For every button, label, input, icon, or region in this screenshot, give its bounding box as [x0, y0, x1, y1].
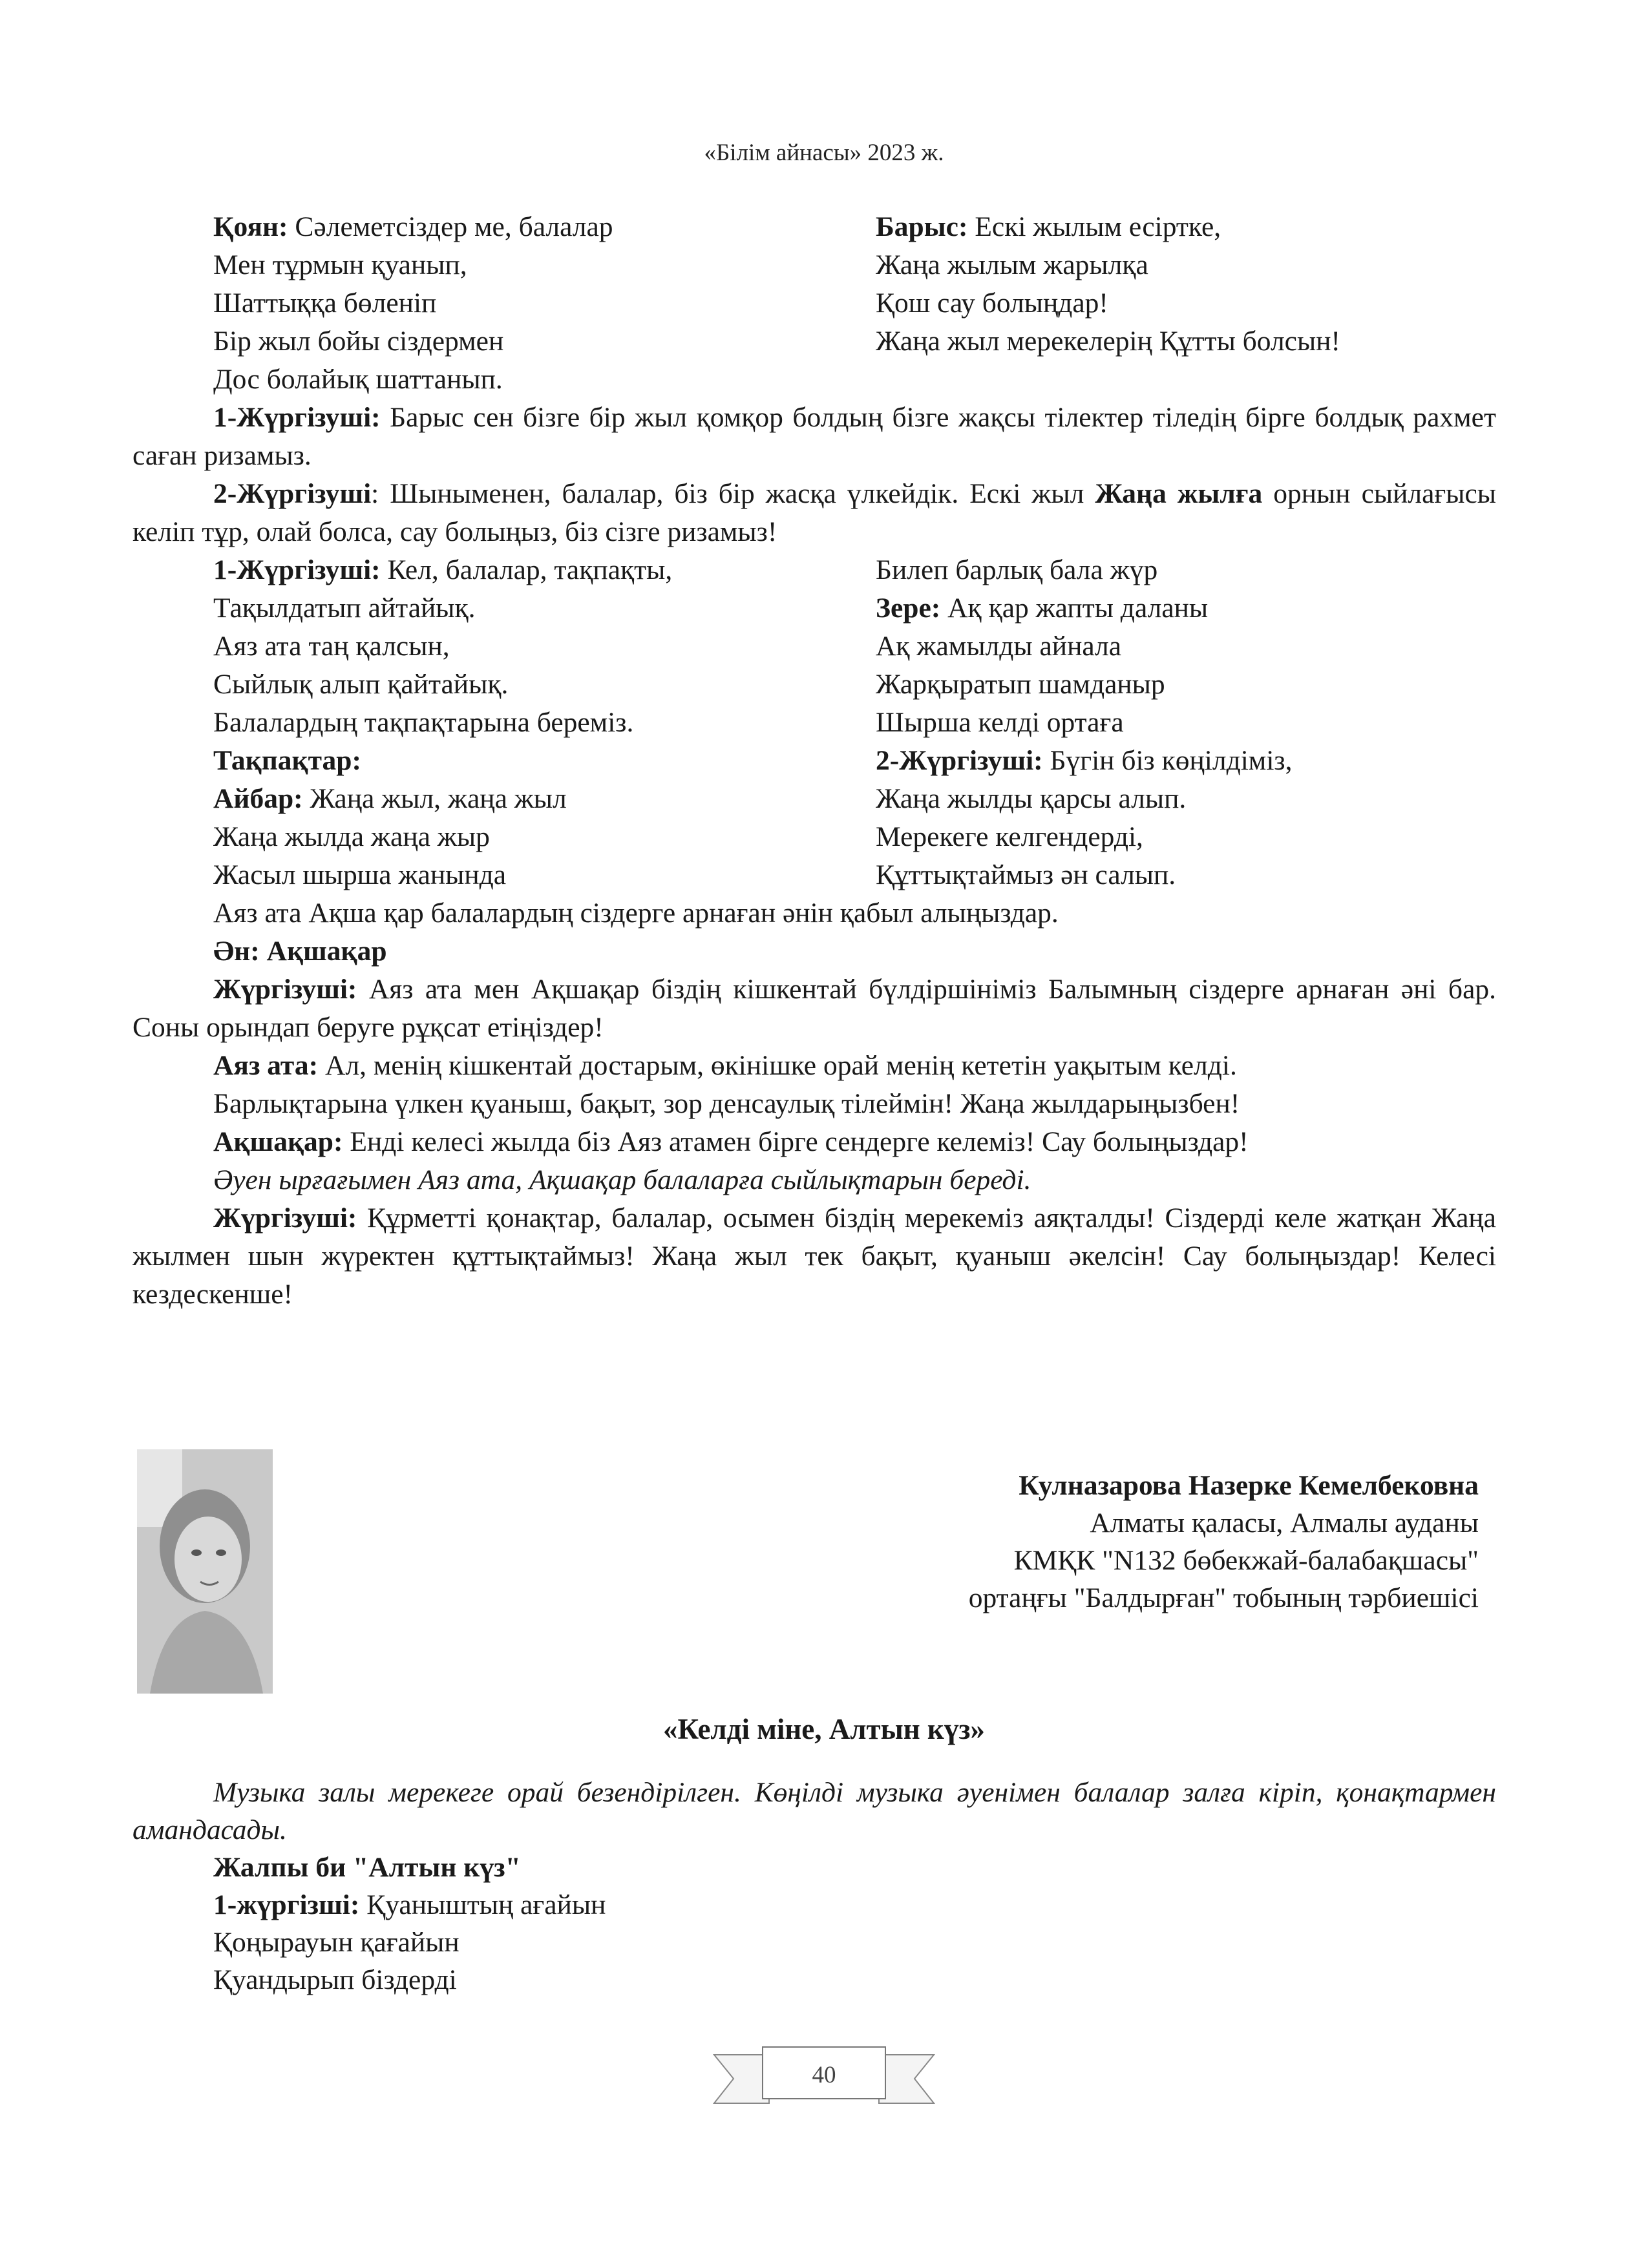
section-label: Тақпақтар:: [213, 745, 361, 776]
verse-line: Қош сау болыңдар!: [876, 288, 1108, 319]
paragraph-text: Енді келесі жылда біз Аяз атамен бірге сендерге келеміз! Сау болыңыздар!: [343, 1126, 1249, 1157]
verse-line: Билеп барлық бала жүр: [876, 554, 1158, 585]
author-name: [969, 1467, 1479, 1504]
verse-column-right: [876, 551, 1496, 894]
verse-line: Құттықтаймыз ән салып.: [876, 859, 1176, 890]
speaker: Жүргізуші:: [213, 974, 357, 1005]
dance-title: [132, 1849, 1496, 1886]
speaker: Жүргізуші:: [213, 1202, 357, 1234]
verse-line: Сыйлық алып қайтайық.: [213, 669, 509, 700]
verse-block-2: [132, 551, 1496, 894]
speaker: Аяз ата:: [213, 1050, 319, 1081]
verse-line: Шырша келді ортаға: [876, 707, 1124, 738]
verse-line: Тақылдатып айтайық.: [213, 593, 476, 624]
verse-line: Аяз ата таң қалсын,: [213, 631, 450, 662]
speaker: Зере:: [876, 593, 941, 624]
paragraph: Барлықтарына үлкен қуаныш, бақыт, зор денсаулық тілеймін! Жаңа жылдарыңызбен!: [213, 1088, 1240, 1119]
line-text: Кел, балалар, тақпақты,: [380, 554, 673, 585]
stage-direction-text: Әуен ырғағымен Аяз ата, Ақшақар балаларға сыйлықтарын береді.: [213, 1164, 1031, 1195]
speaker: 1-Жүргізуші:: [213, 402, 381, 433]
verse-line: Балалардың тақпақтарына береміз.: [213, 707, 634, 738]
speaker: 1-Жүргізуші:: [213, 554, 381, 585]
verse-line: [132, 780, 876, 818]
paragraph: [132, 971, 1496, 1047]
line-text: Сәлеметсіздер ме, балалар: [288, 211, 613, 242]
stage-direction-text: Музыка залы мерекеге орай безендірілген. Көңілді музыка әуенімен балалар залға кіріп, қонақтармен амандасады.: [132, 1777, 1496, 1845]
verse-line: Жаңа жыл мерекелерің Құтты болсын!: [876, 326, 1340, 357]
line-text: Ескі жылым есіртке,: [967, 211, 1221, 242]
paragraph: [132, 1123, 1496, 1161]
emphasis: Жаңа жылға: [1095, 478, 1263, 509]
paragraph: [132, 399, 1496, 475]
second-text: [132, 1774, 1496, 1999]
paragraph: [132, 1199, 1496, 1314]
verse-line: [876, 208, 1496, 246]
verse-line: [132, 208, 876, 246]
verse-line: [132, 742, 876, 780]
stage-direction: [132, 1774, 1496, 1849]
song-title-text: Ән: Ақшақар: [213, 936, 387, 967]
verse-column-left: [132, 208, 876, 399]
verse-line: Жасыл шырша жанында: [213, 859, 507, 890]
verse-line: Қоңырауын қағайын: [213, 1927, 460, 1958]
verse-line: Қуандырып біздерді: [213, 1964, 457, 1995]
speaker: Қоян:: [213, 211, 288, 242]
paragraph-text: Ал, менің кішкентай достарым, өкінішке орай менің кететін уақытым келді.: [318, 1050, 1237, 1081]
author-photo: [137, 1449, 273, 1694]
verse-line: Мерекеге келгендерді,: [876, 821, 1143, 852]
paragraph-text: Құрметті қонақтар, балалар, осымен біздің мерекеміз аяқталды! Сіздерді келе жатқан Жаңа жылмен шын жүректен құттықтаймыз! Жаңа жыл тек бақыт, қуаныш әкелсін! Сау болыңыздар! Келесі кездескенше!: [132, 1202, 1496, 1310]
author-block: [969, 1467, 1479, 1617]
song-title: [132, 932, 1496, 971]
author-name-text: Кулназарова Назерке Кемелбековна: [1019, 1470, 1479, 1501]
running-header: «Білім айнасы» 2023 ж.: [704, 140, 944, 166]
speaker: 2-Жүргізуші:: [876, 745, 1043, 776]
speaker: Барыс:: [876, 211, 968, 242]
verse-line: Бір жыл бойы сіздермен: [213, 326, 504, 357]
paragraph-text: орнын сыйлағысы келіп тұр, олай болса, сау болыңыз, біз сізге ризамыз!: [132, 478, 1496, 547]
verse-line: Шаттыққа бөленіп: [213, 288, 437, 319]
verse-line: [132, 1886, 1496, 1924]
verse-column-left: [132, 551, 876, 894]
line-text: Ақ қар жапты даланы: [940, 593, 1209, 624]
verse-line: Жаңа жылым жарылқа: [876, 249, 1148, 280]
author-position: ортаңғы "Балдырған" тобының тәрбиешісі: [968, 1582, 1479, 1613]
verse-line: Дос болайық шаттанып.: [213, 364, 503, 395]
main-text: [132, 208, 1496, 1314]
line-text: Жаңа жыл, жаңа жыл: [302, 783, 567, 814]
article-title: «Келді міне, Алтын күз»: [663, 1713, 985, 1745]
paragraph: [132, 475, 1496, 551]
verse-line: Ақ жамылды айнала: [876, 631, 1122, 662]
verse-line: [876, 742, 1496, 780]
paragraph: [132, 1047, 1496, 1085]
paragraph-text: Аяз ата мен Ақшақар біздің кішкентай бүлдіршініміз Балымның сіздерге арнаған әні бар. Соны орындап беруге рұқсат етіңіздер!: [132, 974, 1496, 1043]
verse-block-1: [132, 208, 1496, 399]
paragraph: Аяз ата Ақша қар балалардың сіздерге арнаған әнін қабыл алыңыздар.: [213, 898, 1059, 929]
verse-line: Жаңа жылда жаңа жыр: [213, 821, 490, 852]
verse-line: Жарқыратып шамданыр: [876, 669, 1165, 700]
page-number: 40: [812, 2062, 836, 2088]
verse-line: Жаңа жылды қарсы алып.: [876, 783, 1187, 814]
line-text: Бүгін біз көңілдіміз,: [1042, 745, 1293, 776]
paragraph-text: : Шыныменен, балалар, біз бір жасқа үлкейдік. Ескі жыл: [371, 478, 1095, 509]
verse-line: Мен тұрмын қуанып,: [213, 249, 467, 280]
speaker: 1-жүргізші:: [213, 1889, 360, 1920]
verse-line: [132, 551, 876, 589]
paragraph-text: Барыс сен бізге бір жыл қомқор болдың бізге жақсы тілектер тіледің бірге болдық рахмет саған ризамыз.: [132, 402, 1496, 471]
portrait-image: [137, 1449, 273, 1694]
dance-title-text: Жалпы би "Алтын күз": [213, 1852, 521, 1883]
stage-direction: [132, 1161, 1496, 1199]
author-city: Алматы қаласы, Алмалы ауданы: [1090, 1507, 1479, 1538]
line-text: Қуаныштың ағайын: [359, 1889, 606, 1920]
verse-column-right: [876, 208, 1496, 399]
verse-line: [876, 589, 1496, 627]
speaker: 2-Жүргізуші: [213, 478, 372, 509]
speaker: Ақшақар:: [213, 1126, 343, 1157]
author-institution: КМҚК "N132 бөбекжай-балабақшасы": [1013, 1545, 1479, 1576]
speaker: Айбар:: [213, 783, 303, 814]
